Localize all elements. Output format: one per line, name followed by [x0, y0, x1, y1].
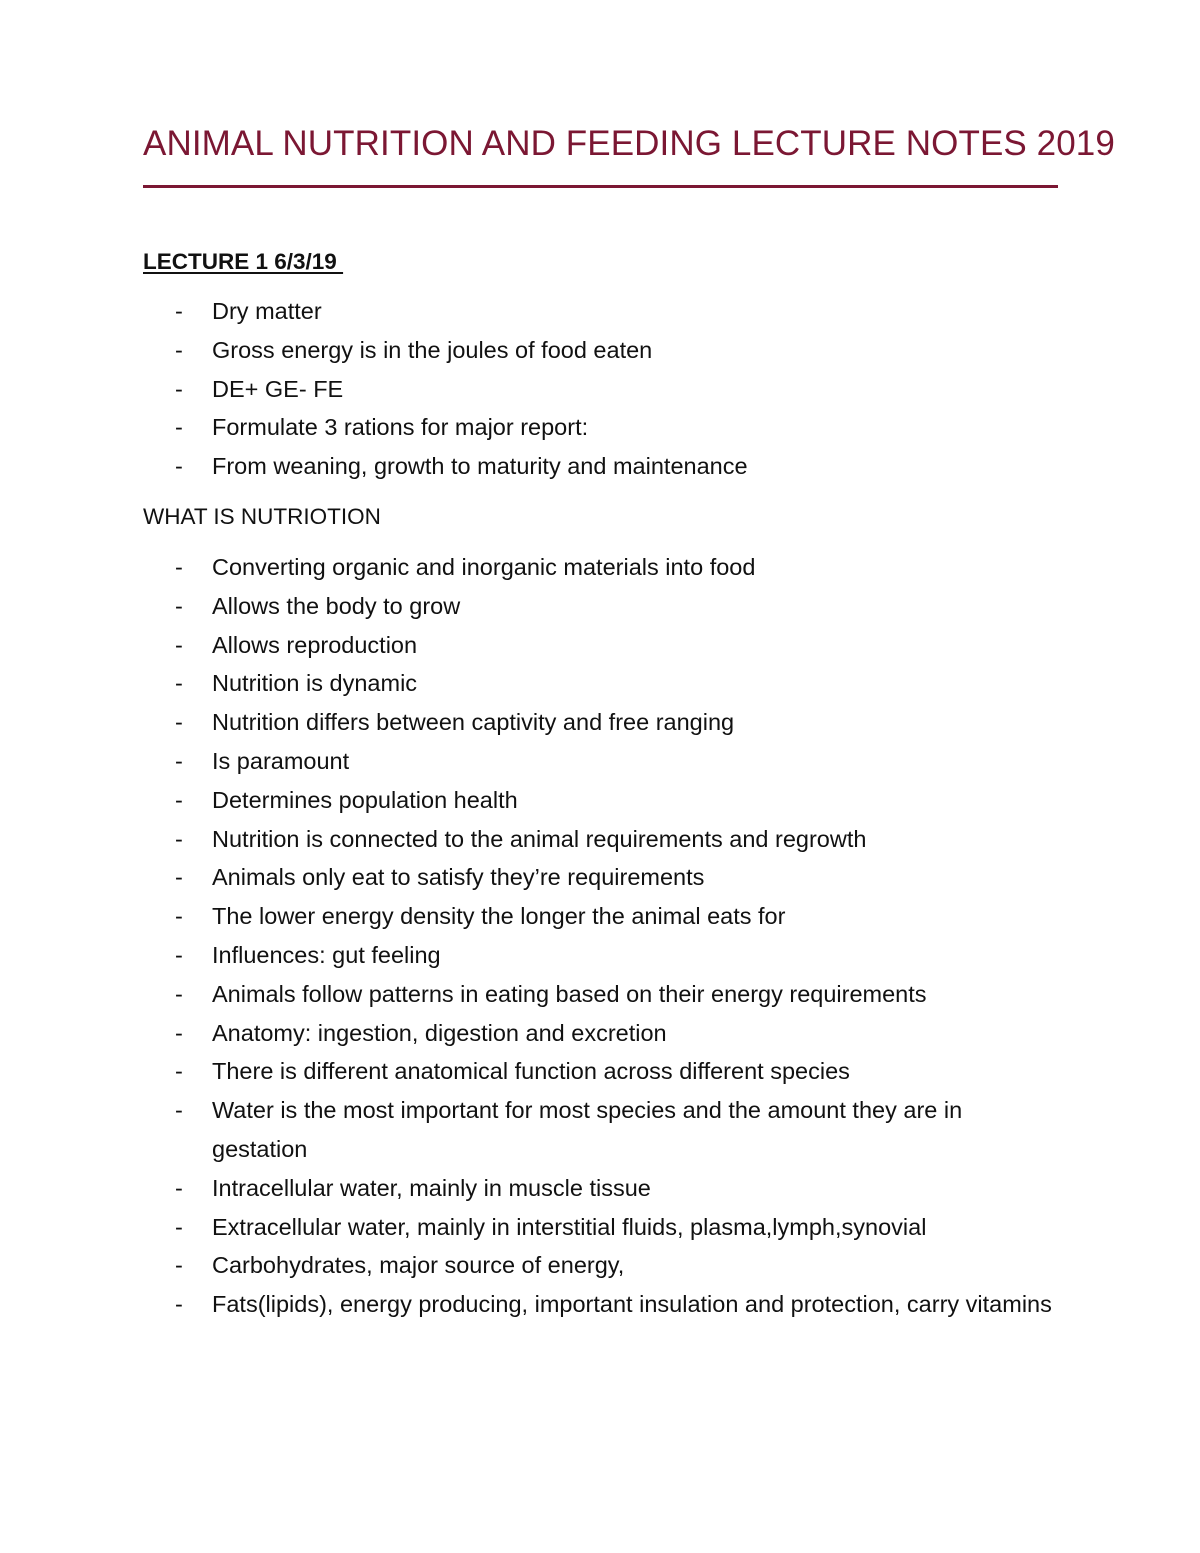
list-item — [143, 447, 1063, 486]
list-item-text: Dry matter — [212, 298, 322, 324]
title-divider — [143, 185, 1058, 188]
list-item — [143, 292, 1063, 331]
list-item-text: Influences: gut feeling — [212, 941, 441, 968]
list-item-text: Fats(lipids), energy producing, important insulation and protection, carry vitamins — [212, 1291, 1052, 1318]
dash-bullet: - — [175, 336, 183, 363]
dash-bullet: - — [175, 453, 183, 480]
list-item-text: Carbohydrates, major source of energy, — [212, 1252, 625, 1279]
list-item — [143, 897, 1063, 936]
dash-bullet: - — [175, 1097, 183, 1124]
list-item — [143, 408, 1063, 447]
list-item — [143, 742, 1063, 781]
dash-bullet: - — [175, 554, 183, 580]
list-item-text: From weaning, growth to maturity and maintenance — [212, 453, 748, 480]
dash-bullet: - — [175, 747, 183, 774]
dash-bullet: - — [175, 1019, 183, 1046]
list-item — [143, 1014, 1063, 1053]
list-item — [143, 703, 1063, 742]
list-item-text: Animals only eat to satisfy they’re requirements — [212, 864, 705, 891]
list-item — [143, 548, 1063, 587]
dash-bullet: - — [175, 375, 183, 402]
list-item — [143, 1246, 1063, 1285]
dash-bullet: - — [175, 631, 183, 658]
list-item-text: DE+ GE- FE — [212, 375, 344, 402]
dash-bullet: - — [175, 592, 183, 619]
list-item — [143, 331, 1063, 370]
lecture-1-heading: LECTURE 1 6/3/19 — [143, 249, 344, 274]
list-item-text: Nutrition is dynamic — [212, 670, 418, 697]
dash-bullet: - — [175, 825, 183, 852]
dash-bullet: - — [175, 903, 183, 930]
list-item-text: Nutrition differs between captivity and free ranging — [212, 709, 735, 736]
nutrition-list — [143, 548, 1063, 1324]
list-item-text: Gross energy is in the joules of food eaten — [212, 336, 653, 363]
list-item-text: Allows reproduction — [212, 631, 418, 658]
list-item — [143, 781, 1063, 820]
list-item-text: Allows the body to grow — [212, 592, 461, 619]
list-item — [143, 587, 1063, 626]
list-item-text: Water is the most important for most species and the amount they are in gestation — [212, 1097, 963, 1162]
document-title: ANIMAL NUTRITION AND FEEDING LECTURE NOTES 2019 — [143, 124, 1115, 163]
dash-bullet: - — [175, 980, 183, 1007]
list-item-text: Nutrition is connected to the animal requirements and regrowth — [212, 825, 867, 852]
list-item — [143, 664, 1063, 703]
lecture-1-list — [143, 292, 1063, 486]
list-item — [143, 858, 1063, 897]
list-item-text: The lower energy density the longer the animal eats for — [212, 903, 786, 930]
list-item-text: There is different anatomical function across different species — [212, 1058, 850, 1085]
list-item-text: Formulate 3 rations for major report: — [212, 414, 589, 441]
dash-bullet: - — [175, 786, 183, 813]
list-item — [143, 1169, 1063, 1208]
dash-bullet: - — [175, 941, 183, 968]
list-item — [143, 370, 1063, 409]
nutrition-heading: WHAT IS NUTRIOTION — [143, 504, 381, 529]
list-item — [143, 1052, 1063, 1091]
list-item — [143, 626, 1063, 665]
dash-bullet: - — [175, 1291, 183, 1318]
list-item — [143, 820, 1063, 859]
list-item-text: Is paramount — [212, 747, 350, 774]
list-item-text: Extracellular water, mainly in interstitial fluids, plasma,lymph,synovial — [212, 1213, 927, 1240]
dash-bullet: - — [175, 1174, 183, 1201]
list-item-text: Anatomy: ingestion, digestion and excretion — [212, 1019, 667, 1046]
list-item-text: Determines population health — [212, 786, 518, 813]
dash-bullet: - — [175, 298, 183, 324]
dash-bullet: - — [175, 709, 183, 736]
list-item — [143, 975, 1063, 1014]
list-item-text: Intracellular water, mainly in muscle tissue — [212, 1174, 651, 1201]
dash-bullet: - — [175, 1252, 183, 1279]
dash-bullet: - — [175, 1213, 183, 1240]
list-item-text: Converting organic and inorganic materials into food — [212, 554, 756, 580]
dash-bullet: - — [175, 864, 183, 891]
dash-bullet: - — [175, 1058, 183, 1085]
list-item — [143, 936, 1063, 975]
list-item — [143, 1208, 1063, 1247]
list-item — [143, 1285, 1063, 1324]
list-item-text: Animals follow patterns in eating based on their energy requirements — [212, 980, 927, 1007]
dash-bullet: - — [175, 670, 183, 697]
dash-bullet: - — [175, 414, 183, 441]
list-item — [143, 1091, 1063, 1169]
